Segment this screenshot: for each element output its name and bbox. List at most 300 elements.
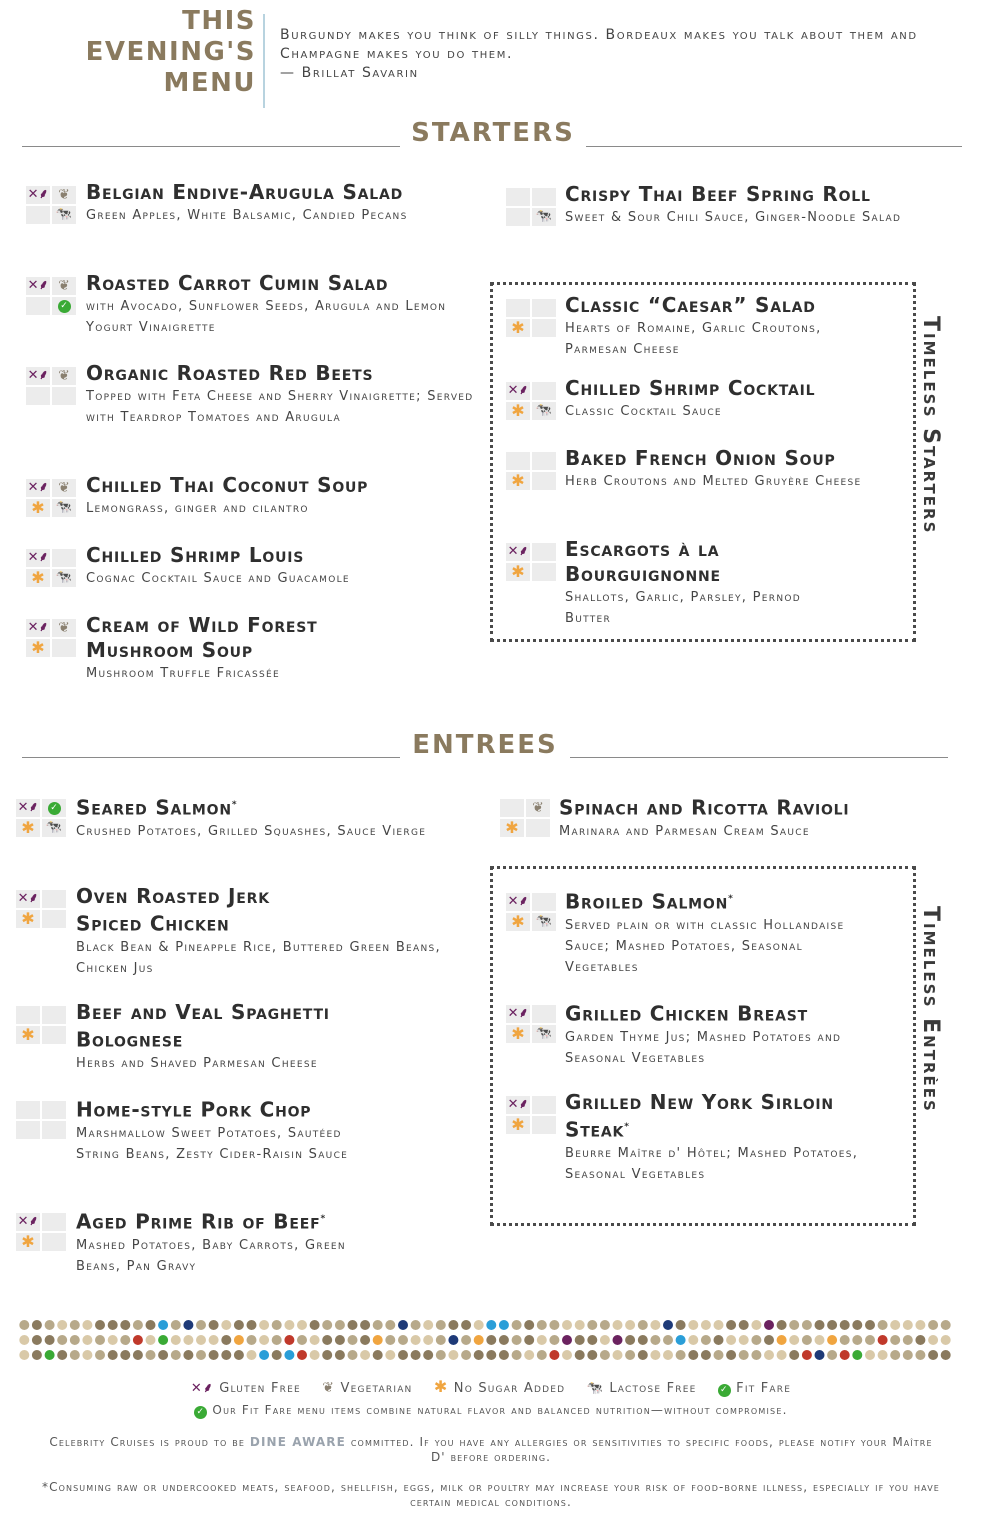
no-sugar-icon: ✱ <box>26 569 50 587</box>
decor-dot <box>524 1335 534 1345</box>
decor-dot <box>398 1350 408 1360</box>
gluten-free-icon: ✕⸙ <box>507 894 529 909</box>
diet-icons <box>16 1213 66 1251</box>
decor-dot <box>158 1320 168 1330</box>
decor-dot <box>284 1320 294 1330</box>
decor-dot <box>120 1320 130 1330</box>
decor-dot <box>499 1350 509 1360</box>
decor-dot <box>297 1335 307 1345</box>
decor-dot <box>461 1335 471 1345</box>
icon-cell-empty <box>532 188 556 206</box>
menu-title: THIS EVENING'S MENU <box>85 6 256 98</box>
dish-description: Served plain or with classic Hollandaise Sauce; Mashed Potatoes, Seasonal Vegetables <box>565 917 845 975</box>
dish-name: Crispy Thai Beef Spring Roll <box>565 182 871 206</box>
decor-dot <box>423 1335 433 1345</box>
decor-dot <box>385 1335 395 1345</box>
decor-dot <box>650 1335 660 1345</box>
icon-cell-empty <box>42 1213 66 1231</box>
diet-icons <box>16 1101 66 1139</box>
decor-dot <box>625 1320 635 1330</box>
dish-name: Classic “Caesar” Salad <box>565 293 816 317</box>
gluten-free-icon: ✕⸙ <box>507 1097 529 1112</box>
decor-dot <box>108 1335 118 1345</box>
section-rule-right <box>570 757 948 758</box>
icon-cell-empty <box>532 452 556 470</box>
decor-dot <box>613 1350 623 1360</box>
icon-cell-empty <box>26 297 50 315</box>
decor-dot <box>209 1320 219 1330</box>
icon-cell-empty <box>42 1026 66 1044</box>
decor-dot <box>272 1320 282 1330</box>
decor-dot <box>663 1335 673 1345</box>
decor-dot <box>32 1350 42 1360</box>
decor-dot <box>45 1335 55 1345</box>
decor-dot <box>95 1335 105 1345</box>
decor-dot <box>348 1335 358 1345</box>
gluten-free-icon: ✕⸙ <box>507 383 529 398</box>
decor-dot <box>183 1320 193 1330</box>
icon-cell-empty <box>532 472 556 490</box>
diet-icons <box>16 1006 66 1044</box>
decor-dot <box>739 1335 749 1345</box>
decor-dot <box>613 1320 623 1330</box>
decor-dot <box>789 1320 799 1330</box>
gluten-free-icon: ✕⸙ <box>190 1381 214 1396</box>
dish-name: Oven Roasted Jerk Spiced Chicken <box>76 884 270 936</box>
decor-dot <box>537 1350 547 1360</box>
icon-cell-empty <box>52 387 76 405</box>
decor-dot <box>852 1320 862 1330</box>
dish-name: Home-style Pork Chop <box>76 1097 312 1122</box>
decor-dot <box>360 1320 370 1330</box>
decor-dot <box>436 1335 446 1345</box>
icon-cell-empty <box>532 893 556 911</box>
decor-dot <box>865 1350 875 1360</box>
decor-dot <box>234 1350 244 1360</box>
decor-dot <box>171 1320 181 1330</box>
decor-dot <box>322 1335 332 1345</box>
dish-description: Crushed Potatoes, Grilled Squashes, Sauce Vierge <box>76 823 427 839</box>
icon-cell-empty <box>42 1121 66 1139</box>
decor-dot <box>57 1320 67 1330</box>
vegetarian-icon: ❦ <box>52 277 76 295</box>
decor-dot <box>272 1350 282 1360</box>
icon-cell-empty <box>532 299 556 317</box>
dish-description: Herbs and Shaved Parmesan Cheese <box>76 1055 318 1071</box>
decor-dot <box>575 1350 585 1360</box>
decor-dot <box>751 1350 761 1360</box>
decor-dot <box>448 1350 458 1360</box>
decor-dot <box>587 1335 597 1345</box>
decor-dot <box>840 1320 850 1330</box>
decor-dot <box>852 1335 862 1345</box>
decor-dot <box>196 1350 206 1360</box>
decor-dot <box>284 1350 294 1360</box>
no-sugar-icon: ✱ <box>500 819 524 837</box>
decor-dot <box>423 1320 433 1330</box>
decor-dot <box>57 1335 67 1345</box>
dish-description: Mushroom Truffle Fricassée <box>86 666 280 681</box>
fit-fare-icon: ✓ <box>42 799 66 817</box>
decor-dot <box>701 1350 711 1360</box>
icon-cell-empty <box>506 299 530 317</box>
decor-dot <box>310 1320 320 1330</box>
decor-dot <box>247 1320 257 1330</box>
decor-dot <box>903 1335 913 1345</box>
timeless-starters-label: Timeless Starters <box>918 316 943 535</box>
decor-dot <box>398 1320 408 1330</box>
gluten-free-icon: ✕⸙ <box>17 891 39 906</box>
decor-dot <box>638 1350 648 1360</box>
dish-name: Belgian Endive-Arugula Salad <box>86 180 404 204</box>
decor-dot <box>133 1335 143 1345</box>
icon-cell-empty <box>16 1006 40 1024</box>
decor-dot <box>789 1350 799 1360</box>
gluten-free-icon: ✕⸙ <box>507 544 529 559</box>
decor-dot <box>650 1350 660 1360</box>
decor-dot <box>310 1350 320 1360</box>
dish-description: Shallots, Garlic, Parsley, Pernod Butter <box>565 590 801 626</box>
decor-dot <box>575 1320 585 1330</box>
decor-dot <box>108 1350 118 1360</box>
decor-dot <box>335 1335 345 1345</box>
decor-dot <box>436 1350 446 1360</box>
dish-name: Organic Roasted Red Beets <box>86 361 374 385</box>
diet-icons <box>26 367 76 405</box>
decor-dot <box>209 1350 219 1360</box>
decor-dot <box>840 1350 850 1360</box>
decor-dot <box>95 1350 105 1360</box>
decor-dot <box>95 1320 105 1330</box>
decor-dot <box>32 1320 42 1330</box>
decor-dot <box>120 1335 130 1345</box>
timeless-entrees-label: Timeless Entrèes <box>918 906 943 1113</box>
icon-cell-empty <box>532 563 556 581</box>
decor-dot <box>928 1335 938 1345</box>
decor-dot <box>360 1350 370 1360</box>
decor-dot <box>688 1350 698 1360</box>
vegetarian-icon: ❦ <box>52 619 76 637</box>
decor-dot <box>663 1320 673 1330</box>
decor-dot <box>638 1335 648 1345</box>
no-sugar-icon: ✱ <box>16 1026 40 1044</box>
decor-dot <box>259 1335 269 1345</box>
dish-description: Beurre Maître d' Hôtel; Mashed Potatoes, Seasonal Vegetables <box>565 1145 859 1182</box>
lactose-free-icon: 🐄 <box>532 1025 556 1043</box>
decor-dot <box>915 1350 925 1360</box>
vegetarian-icon: ❦ <box>52 186 76 204</box>
decor-dot <box>133 1320 143 1330</box>
lactose-free-icon: 🐄 <box>42 819 66 837</box>
dish-description: Topped with Feta Cheese and Sherry Vinaigrette; Served with Teardrop Tomatoes and Arugula <box>86 389 474 425</box>
decor-dot <box>549 1350 559 1360</box>
icon-cell-empty <box>52 549 76 567</box>
section-rule-left <box>22 757 400 758</box>
icon-cell-empty <box>16 1121 40 1139</box>
dish-description: Hearts of Romaine, Garlic Croutons, Parmesan Cheese <box>565 321 822 357</box>
decor-dot <box>562 1320 572 1330</box>
no-sugar-icon: ✱ <box>16 1233 40 1251</box>
decor-dot <box>638 1320 648 1330</box>
decor-dot <box>247 1335 257 1345</box>
decorative-dot-band <box>18 1318 952 1362</box>
decor-dot <box>196 1335 206 1345</box>
decor-dot <box>234 1335 244 1345</box>
decor-dot <box>676 1335 686 1345</box>
decor-dot <box>625 1350 635 1360</box>
decor-dot <box>259 1350 269 1360</box>
dish-description: Marinara and Parmesan Cream Sauce <box>559 823 810 839</box>
decor-dot <box>764 1320 774 1330</box>
decor-dot <box>512 1320 522 1330</box>
fit-fare-icon: ✓ <box>718 1384 731 1397</box>
decor-dot <box>32 1335 42 1345</box>
icon-cell-empty <box>532 1005 556 1023</box>
decor-dot <box>45 1320 55 1330</box>
decor-dot <box>360 1335 370 1345</box>
gluten-free-icon: ✕⸙ <box>507 1006 529 1021</box>
diet-icons <box>506 1005 556 1043</box>
decor-dot <box>19 1335 29 1345</box>
dish-name: Baked French Onion Soup <box>565 446 836 470</box>
lactose-free-icon: 🐄 <box>52 499 76 517</box>
no-sugar-icon: ✱ <box>506 1025 530 1043</box>
decor-dot <box>19 1320 29 1330</box>
dish-name: Seared Salmon* <box>76 795 238 820</box>
decor-dot <box>815 1320 825 1330</box>
dish-description: Black Bean & Pineapple Rice, Buttered Green Beans, Chicken Jus <box>76 939 441 976</box>
decor-dot <box>751 1335 761 1345</box>
decor-dot <box>221 1350 231 1360</box>
icon-cell-empty <box>506 208 530 226</box>
diet-icons <box>506 188 556 226</box>
decor-dot <box>146 1320 156 1330</box>
decor-dot <box>878 1350 888 1360</box>
decor-dot <box>878 1335 888 1345</box>
decor-dot <box>19 1350 29 1360</box>
decor-dot <box>915 1320 925 1330</box>
decor-dot <box>915 1335 925 1345</box>
icon-cell-empty <box>42 890 66 908</box>
decor-dot <box>739 1350 749 1360</box>
consumption-warning: *Consuming raw or undercooked meats, seafood, shellfish, eggs, milk or poultry may increase your risk of food-borne illness, especially if you have certain medical conditions. <box>42 1480 940 1509</box>
decor-dot <box>348 1350 358 1360</box>
icon-cell-empty <box>506 188 530 206</box>
dish-description: Cognac Cocktail Sauce and Guacamole <box>86 571 350 586</box>
decor-dot <box>284 1335 294 1345</box>
no-sugar-icon: ✱ <box>506 319 530 337</box>
decor-dot <box>209 1335 219 1345</box>
decor-dot <box>82 1350 92 1360</box>
decor-dot <box>247 1350 257 1360</box>
decor-dot <box>890 1350 900 1360</box>
gluten-free-icon: ✕⸙ <box>27 480 49 495</box>
decor-dot <box>714 1335 724 1345</box>
decor-dot <box>600 1320 610 1330</box>
dish-name: Chilled Shrimp Louis <box>86 543 305 567</box>
decor-dot <box>486 1350 496 1360</box>
decor-dot <box>512 1350 522 1360</box>
decor-dot <box>474 1320 484 1330</box>
diet-icons <box>506 382 556 420</box>
fit-fare-note: ✓ Our Fit Fare menu items combine natural flavor and balanced nutrition—without compromise. <box>0 1403 982 1419</box>
decor-dot <box>120 1350 130 1360</box>
decor-dot <box>411 1350 421 1360</box>
allergy-notice: Celebrity Cruises is proud to be DINE AWARE committed. If you have any allergies or sensitivities to specific foods, please notify your Maître D' before ordering. <box>49 1435 933 1464</box>
decor-dot <box>221 1335 231 1345</box>
gluten-free-icon: ✕⸙ <box>27 278 49 293</box>
decor-dot <box>524 1350 534 1360</box>
decor-dot <box>827 1350 837 1360</box>
decor-dot <box>751 1320 761 1330</box>
icon-cell-empty <box>52 639 76 657</box>
diet-icons <box>506 543 556 581</box>
decor-dot <box>461 1320 471 1330</box>
dish-description: with Avocado, Sunflower Seeds, Arugula and Lemon Yogurt Vinaigrette <box>86 299 447 335</box>
decor-dot <box>183 1335 193 1345</box>
dish-name: Aged Prime Rib of Beef* <box>76 1209 326 1234</box>
decor-dot <box>436 1320 446 1330</box>
decor-dot <box>878 1320 888 1330</box>
icon-cell-empty <box>42 1101 66 1119</box>
no-sugar-icon: ✱ <box>16 819 40 837</box>
header-quote: Burgundy makes you think of silly things. Bordeaux makes you talk about them and Champagne makes you do them. — Brillat Savarin <box>280 27 918 81</box>
dish-name: Roasted Carrot Cumin Salad <box>86 271 389 295</box>
diet-icons <box>26 277 76 315</box>
decor-dot <box>537 1320 547 1330</box>
decor-dot <box>499 1335 509 1345</box>
section-rule-right <box>586 146 962 147</box>
vegetarian-icon: ❦ <box>52 367 76 385</box>
gluten-free-icon: ✕⸙ <box>27 550 49 565</box>
decor-dot <box>827 1335 837 1345</box>
diet-icons <box>16 799 66 837</box>
dish-description: Marshmallow Sweet Potatoes, Sautéed String Beans, Zesty Cider-Raisin Sauce <box>76 1125 349 1162</box>
vegetarian-icon: ❦ <box>322 1380 336 1396</box>
dish-name: Broiled Salmon* <box>565 889 734 914</box>
decor-dot <box>815 1335 825 1345</box>
decor-dot <box>865 1335 875 1345</box>
icon-cell-empty <box>26 206 50 224</box>
decor-dot <box>171 1350 181 1360</box>
decor-dot <box>373 1350 383 1360</box>
decor-dot <box>108 1320 118 1330</box>
no-sugar-icon: ✱ <box>506 1116 530 1134</box>
gluten-free-icon: ✕⸙ <box>17 1214 39 1229</box>
no-sugar-icon: ✱ <box>433 1377 449 1396</box>
icon-cell-empty <box>16 1101 40 1119</box>
decor-dot <box>70 1320 80 1330</box>
decor-dot <box>158 1350 168 1360</box>
decor-dot <box>625 1335 635 1345</box>
no-sugar-icon: ✱ <box>506 913 530 931</box>
decor-dot <box>890 1320 900 1330</box>
decor-dot <box>701 1320 711 1330</box>
diet-legend: ✕⸙ Gluten Free ❦ Vegetarian ✱ No Sugar Added 🐄 Lactose Free ✓ Fit Fare <box>190 1377 792 1396</box>
decor-dot <box>448 1320 458 1330</box>
decor-dot <box>600 1350 610 1360</box>
dish-name: Chilled Thai Coconut Soup <box>86 473 369 497</box>
diet-icons <box>506 299 556 337</box>
fit-fare-icon: ✓ <box>194 1406 207 1419</box>
dine-aware-logo: DINE AWARE <box>249 1435 346 1449</box>
dish-name: Escargots à la Bourguignonne <box>565 537 721 586</box>
decor-dot <box>297 1350 307 1360</box>
dish-name: Beef and Veal Spaghetti Bolognese <box>76 1000 330 1052</box>
decor-dot <box>322 1320 332 1330</box>
decor-dot <box>764 1350 774 1360</box>
decor-dot <box>461 1350 471 1360</box>
dish-name: Chilled Shrimp Cocktail <box>565 376 816 400</box>
decor-dot <box>827 1320 837 1330</box>
icon-cell-empty <box>42 910 66 928</box>
decor-dot <box>373 1335 383 1345</box>
diet-icons <box>506 1096 556 1134</box>
no-sugar-icon: ✱ <box>16 910 40 928</box>
diet-icons <box>16 890 66 928</box>
icon-cell-empty <box>42 1233 66 1251</box>
lactose-free-icon: 🐄 <box>586 1381 604 1396</box>
section-title-starters: STARTERS <box>411 118 575 148</box>
gluten-free-icon: ✕⸙ <box>27 368 49 383</box>
decor-dot <box>865 1320 875 1330</box>
decor-dot <box>499 1320 509 1330</box>
decor-dot <box>45 1350 55 1360</box>
decor-dot <box>411 1320 421 1330</box>
dish-name: Grilled New York Sirloin Steak* <box>565 1090 834 1142</box>
decor-dot <box>764 1335 774 1345</box>
decor-dot <box>537 1335 547 1345</box>
gluten-free-icon: ✕⸙ <box>27 620 49 635</box>
decor-dot <box>146 1350 156 1360</box>
decor-dot <box>688 1335 698 1345</box>
decor-dot <box>941 1320 951 1330</box>
section-rule-left <box>22 146 400 147</box>
dish-description: Mashed Potatoes, Baby Carrots, Green Beans, Pan Gravy <box>76 1237 346 1274</box>
decor-dot <box>234 1320 244 1330</box>
decor-dot <box>335 1320 345 1330</box>
decor-dot <box>183 1350 193 1360</box>
dish-description: Green Apples, White Balsamic, Candied Pecans <box>86 208 408 223</box>
decor-dot <box>297 1320 307 1330</box>
diet-icons <box>26 549 76 587</box>
icon-cell-empty <box>532 543 556 561</box>
decor-dot <box>562 1335 572 1345</box>
diet-icons <box>506 893 556 931</box>
diet-icons <box>500 799 550 837</box>
decor-dot <box>726 1350 736 1360</box>
decor-dot <box>196 1320 206 1330</box>
decor-dot <box>575 1335 585 1345</box>
diet-icons <box>26 186 76 224</box>
icon-cell-empty <box>532 382 556 400</box>
lactose-free-icon: 🐄 <box>52 569 76 587</box>
icon-cell-empty <box>42 1006 66 1024</box>
decor-dot <box>398 1335 408 1345</box>
no-sugar-icon: ✱ <box>506 472 530 490</box>
decor-dot <box>272 1335 282 1345</box>
decor-dot <box>777 1350 787 1360</box>
dish-description: Lemongrass, ginger and cilantro <box>86 501 309 516</box>
lactose-free-icon: 🐄 <box>532 402 556 420</box>
dish-name: Spinach and Ricotta Ravioli <box>559 795 850 820</box>
decor-dot <box>802 1350 812 1360</box>
decor-dot <box>524 1320 534 1330</box>
decor-dot <box>385 1350 395 1360</box>
icon-cell-empty <box>532 1116 556 1134</box>
decor-dot <box>777 1320 787 1330</box>
decor-dot <box>549 1335 559 1345</box>
